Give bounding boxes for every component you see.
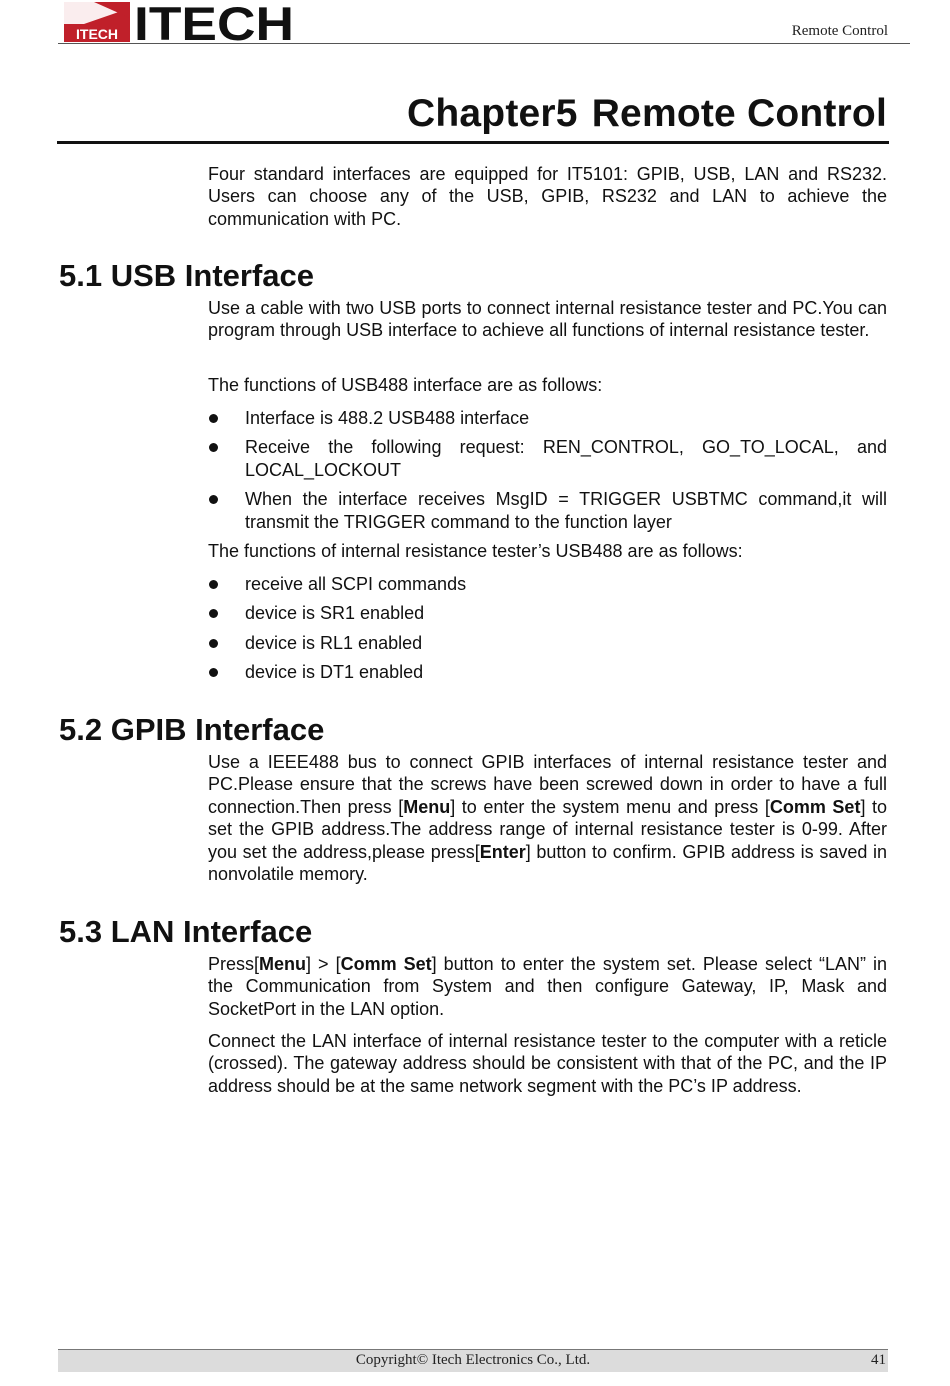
bullet-icon xyxy=(209,609,218,618)
list-item: When the interface receives MsgID = TRIGGER USBTMC command,it will transmit the TRIGGER command to the function layer xyxy=(208,488,887,533)
list-item: Interface is 488.2 USB488 interface xyxy=(208,407,887,429)
page-header xyxy=(0,0,950,50)
bullet-icon xyxy=(209,580,218,589)
usb-paragraph-3: The functions of internal resistance tester’s USB488 are as follows: xyxy=(208,541,743,561)
chapter-number: Chapter5 xyxy=(407,92,578,135)
key-comm-set: Comm Set xyxy=(340,954,432,974)
usb-paragraph-2: The functions of USB488 interface are as follows: xyxy=(208,375,603,395)
page-number: 41 xyxy=(871,1352,886,1368)
key-comm-set: Comm Set xyxy=(769,796,861,817)
lan-paragraph-1: Press[Menu] > [Comm Set] button to enter the system set. Please select “LAN” in the Communication from System and then configure Gateway, IP, Mask and SocketPort in the LAN option. xyxy=(208,954,888,1019)
bullet-icon xyxy=(209,668,218,677)
chapter-title xyxy=(407,92,887,136)
chapter-name: Remote Control xyxy=(591,92,887,135)
list-item: receive all SCPI commands xyxy=(208,573,887,595)
list-item: device is DT1 enabled xyxy=(208,661,887,683)
copyright-text: Copyright© Itech Electronics Co., Ltd. xyxy=(355,1352,591,1368)
itech-logo xyxy=(64,2,296,42)
key-enter: Enter xyxy=(479,841,526,862)
bullet-icon xyxy=(209,639,218,648)
header-divider xyxy=(58,43,910,44)
usb488-interface-list xyxy=(208,407,887,533)
page-footer xyxy=(58,1349,888,1372)
section-heading-gpib: 5.2 GPIB Interface xyxy=(59,712,325,747)
running-header-title: Remote Control xyxy=(791,23,888,39)
chapter-intro: Four standard interfaces are equipped for IT5101: GPIB, USB, LAN and RS232. Users can choose any of the USB, GPIB, RS232 and LAN to achieve the communication with PC. xyxy=(208,164,887,229)
bullet-icon xyxy=(209,414,218,423)
key-menu: Menu xyxy=(259,954,307,974)
gpib-paragraph: Use a IEEE488 bus to connect GPIB interfaces of internal resistance tester and PC.Please ensure that the screws have been screwed down in order to have a full connection.Then press [Menu] to enter the system menu and press [Comm Set] to set the GPIB address.The address range of internal resistance tester is 0-99. After you set the address,please press[Enter] button to confirm. GPIB address is saved in nonvolatile memory. xyxy=(208,752,888,885)
section-heading-usb: 5.1 USB Interface xyxy=(59,258,314,293)
section-heading-lan: 5.3 LAN Interface xyxy=(59,914,313,949)
bullet-icon xyxy=(209,443,218,452)
key-menu: Menu xyxy=(403,796,451,817)
list-item: device is RL1 enabled xyxy=(208,632,887,654)
usb488-tester-list xyxy=(208,573,887,684)
logo-wordmark: ITECH xyxy=(134,2,294,42)
list-item: device is SR1 enabled xyxy=(208,602,887,624)
list-item: Receive the following request: REN_CONTROL, GO_TO_LOCAL, and LOCAL_LOCKOUT xyxy=(208,436,887,481)
usb-paragraph-1: Use a cable with two USB ports to connect internal resistance tester and PC.You can program through USB interface to achieve all functions of internal resistance tester. xyxy=(208,298,887,341)
logo-badge-text: ITECH xyxy=(76,26,118,42)
bullet-icon xyxy=(209,495,218,504)
lan-paragraph-2: Connect the LAN interface of internal resistance tester to the computer with a reticle (crossed). The gateway address should be consistent with that of the PC, and the IP address should be at the same network segment with the PC’s IP address. xyxy=(208,1031,887,1096)
chapter-divider xyxy=(57,141,889,144)
